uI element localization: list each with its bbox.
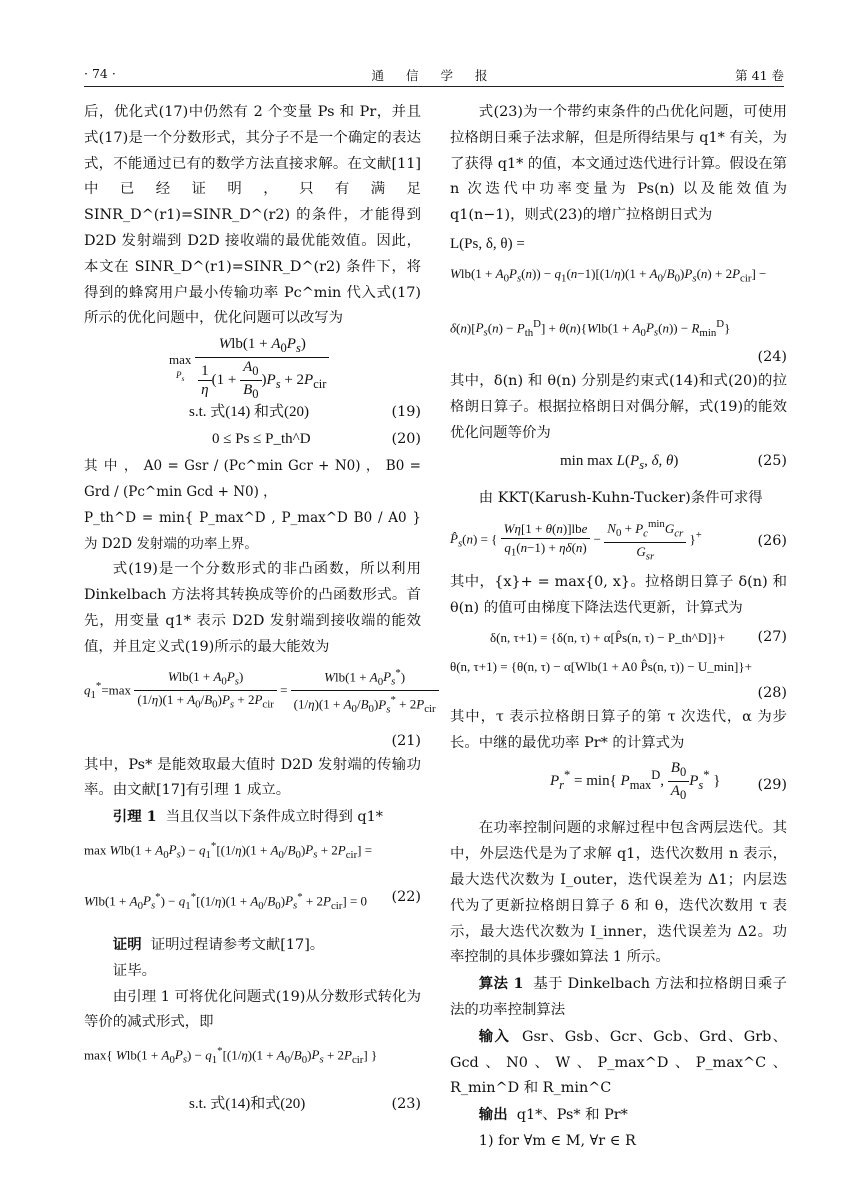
equation-25: $\min \max L(P_s$, δ, θ) (25) <box>560 453 787 473</box>
lemma-1: 引理 1 当且仅当以下条件成立时得到 q1* <box>112 808 383 826</box>
equation-28-number: (28) <box>757 684 787 701</box>
algorithm-output: 输出 q1*、Ps* 和 Pr* <box>478 1106 628 1124</box>
equation-21: $q_1^*=\max$ $\frac{Wlb(1 + A_0P_s)}{(1/\eta)(1 + A_0/B_0)P_s + 2P_{cir}}$ = $\frac{Wlb(1 + A_0P_s^*)}{(1/\eta)(1 + A_0/B_0)P_s^* + 2P_{cir}}$ <box>84 664 421 726</box>
paragraph: 式(19)是一个分数形式的非凸函数，所以利用 Dinkelbach 方法将其转换成等价的凸函数形式。首先，用变量 q1* 表示 D2D 发射端到接收端的能效值，并且定义式(19)所示的最大能效为 <box>84 561 421 655</box>
equation-23: max{ $Wlb(1 + A_0P_s) - q_1^*[(1/\eta)(1 + A_0/B_0)P_s + 2P_{cir}]$ } <box>84 1045 378 1067</box>
pth-definition: P_th^D = min{ P_max^D , P_max^D B0 / A0 } 为 D2D 发射端的功率上界。 <box>84 509 421 552</box>
paragraph: 其中，{x}+ = max{0, x}。拉格朗日算子 δ(n) 和 θ(n) 的值可由梯度下降法迭代更新，计算式为 <box>450 574 787 616</box>
lagrangian-head: L(Ps, δ, θ) = <box>450 235 525 252</box>
paragraph: 式(23)为一个带约束条件的凸优化问题，可使用拉格朗日乘子法求解，但是所得结果与 q1* 有关，为了获得 q1* 的值，本文通过迭代进行计算。假设在第 n 次迭代中功率变量为 Ps(n) 以及能效值为 q1(n−1)，则式(23)的增广拉格朗日式为 <box>450 104 787 224</box>
page-header <box>84 66 784 87</box>
equation-23-constraint: s.t. 式(14)和式(20) (23) <box>189 1096 421 1113</box>
equation-27: δ(n, τ+1) = {δ(n, τ) + α[P̂s(n, τ) − P_th^D]}+ (27) <box>490 628 787 645</box>
paragraph: 其中，δ(n) 和 θ(n) 分别是约束式(14)和式(20)的拉格朗日算子。根据拉格朗日对偶分解，式(19)的能效优化问题等价为 <box>450 372 787 441</box>
algorithm-title: 算法 1 基于 Dinkelbach 方法和拉格朗日乘子法的功率控制算法 <box>450 975 787 1018</box>
right-column <box>450 100 787 1155</box>
paragraph: 由 KKT(Karush-Kuhn-Tucker)条件可求得 <box>478 490 763 507</box>
paragraph: 其中，τ 表示拉格朗日算子的第 τ 次迭代，α 为步长。中继的最优功率 Pr* 的计算式为 <box>450 708 787 751</box>
algorithm-step-1: 1) for ∀m ∈ M, ∀r ∈ R <box>478 1132 636 1149</box>
algorithm-input: 输入 Gsr、Gsb、Gcr、Gcb、Grd、Grb、Gcd、N0、W、P_max^D、P_max^C、R_min^D 和 R_min^C <box>450 1027 787 1097</box>
equation-22b: $Wlb(1 + A_0P_s^*) - q_1^*[(1/\eta)(1 + A_0/B_0)P_s^* + 2P_{cir}] = 0$ (22) <box>84 888 421 912</box>
equation-20: 0 ≤ Ps ≤ P_th^D (20) <box>212 431 421 448</box>
equation-22a: $\max Wlb(1 + A_0P_s) - q_1^*[(1/\eta)(1 + A_0/B_0)P_s + 2P_{cir}]$ = <box>84 839 373 861</box>
equation-29: $P_r^* = \min${ $P_{max}^D$, $\frac{B_0}{A_0}$ $P_s^*$ } (29) <box>550 760 787 803</box>
equation-26: $P̂_s(n)$ = { $\frac{\text{Wη[1 + θ(n)]lbe}}{q_1(n-1) + \eta\delta(n)}$ − $\frac{N_0 + P_c^{min}G_{cr}}{G_{sr}}$ }+ (26) <box>450 515 787 567</box>
volume-label: 第 41 卷 <box>735 68 784 83</box>
equation-24-number: (24) <box>757 348 787 365</box>
paragraph: 由引理 1 可将优化问题式(19)从分数形式转化为等价的减式形式，即 <box>84 988 421 1031</box>
paragraph: 在功率控制问题的求解过程中包含两层迭代。其中，外层迭代是为了求解 q1，迭代次数用 n 表示，最大迭代次数为 I_outer，迭代误差为 Δ1；内层迭代为了更新拉格朗日算子 δ 和 θ，迭代次数用 τ 表示，最大迭代次数为 I_inner，迭代误差为 Δ2。功率控制的具体步骤如算法 1 所示。 <box>450 820 787 966</box>
paragraph: 后，优化式(17)中仍然有 2 个变量 Ps 和 Pr，并且式(17)是一个分数形式，其分子不是一个确定的表达式，不能通过已有的数学方法直接求解。在文献[11]中已经证明，只有满足 SINR_D^(r1)=SINR_D^(r2) 的条件，才能得到 D2D 发射端到 D2D 接收端的最优能效值。因此，本文在 SINR_D^(r1)=SINR_D^(r2) 条件下，将得到的蜂窝用户最小传输功率 Pc^min 代入式(17)所示的优化问题中，优化问题可以改写为 <box>84 104 421 327</box>
equation-21-number: (21) <box>391 732 421 749</box>
proof: 证明 证明过程请参考文献[17]。 <box>112 935 325 953</box>
equation-19-constraint: s.t. 式(14) 和式(20) (19) <box>189 404 421 421</box>
proof-end: 证毕。 <box>112 962 156 979</box>
equation-24b: $\delta(n)[P_s(n) - P_{th}^D] + \theta(n)\{Wlb(1 + A_0P_s(n)) - R_{min}^D\}$ <box>450 317 731 339</box>
left-column <box>84 100 436 1119</box>
where-definitions: 其 中 ， A0 = Gsr / (Pc^min Gcr + N0) ， B0 = Grd / (Pc^min Gcd + N0) ， <box>84 458 421 500</box>
paragraph: 其中，Ps* 是能效取最大值时 D2D 发射端的传输功率。由文献[17]有引理 1 成立。 <box>84 756 421 799</box>
equation-24a: $Wlb(1 + A_0P_s(n)) - q_1(n-1)[(1/\eta)(1 + A_0/B_0)P_s(n) + 2P_{cir}]$ − <box>450 265 767 285</box>
page-number: · 74 · <box>84 66 116 81</box>
equation-19: max $P_s$ $Wlb(1 + A_0P_s)$ $\frac{1}{\eta}$ (1 + $\frac{A_0}{B_0}$ )$P_s + 2P_{cir}$ <box>169 335 421 397</box>
equation-28: θ(n, τ+1) = {θ(n, τ) − α[Wlb(1 + A0 P̂s(n, τ)) − U_min]}+ <box>450 658 752 674</box>
journal-name: 通 信 学 报 <box>371 68 497 83</box>
